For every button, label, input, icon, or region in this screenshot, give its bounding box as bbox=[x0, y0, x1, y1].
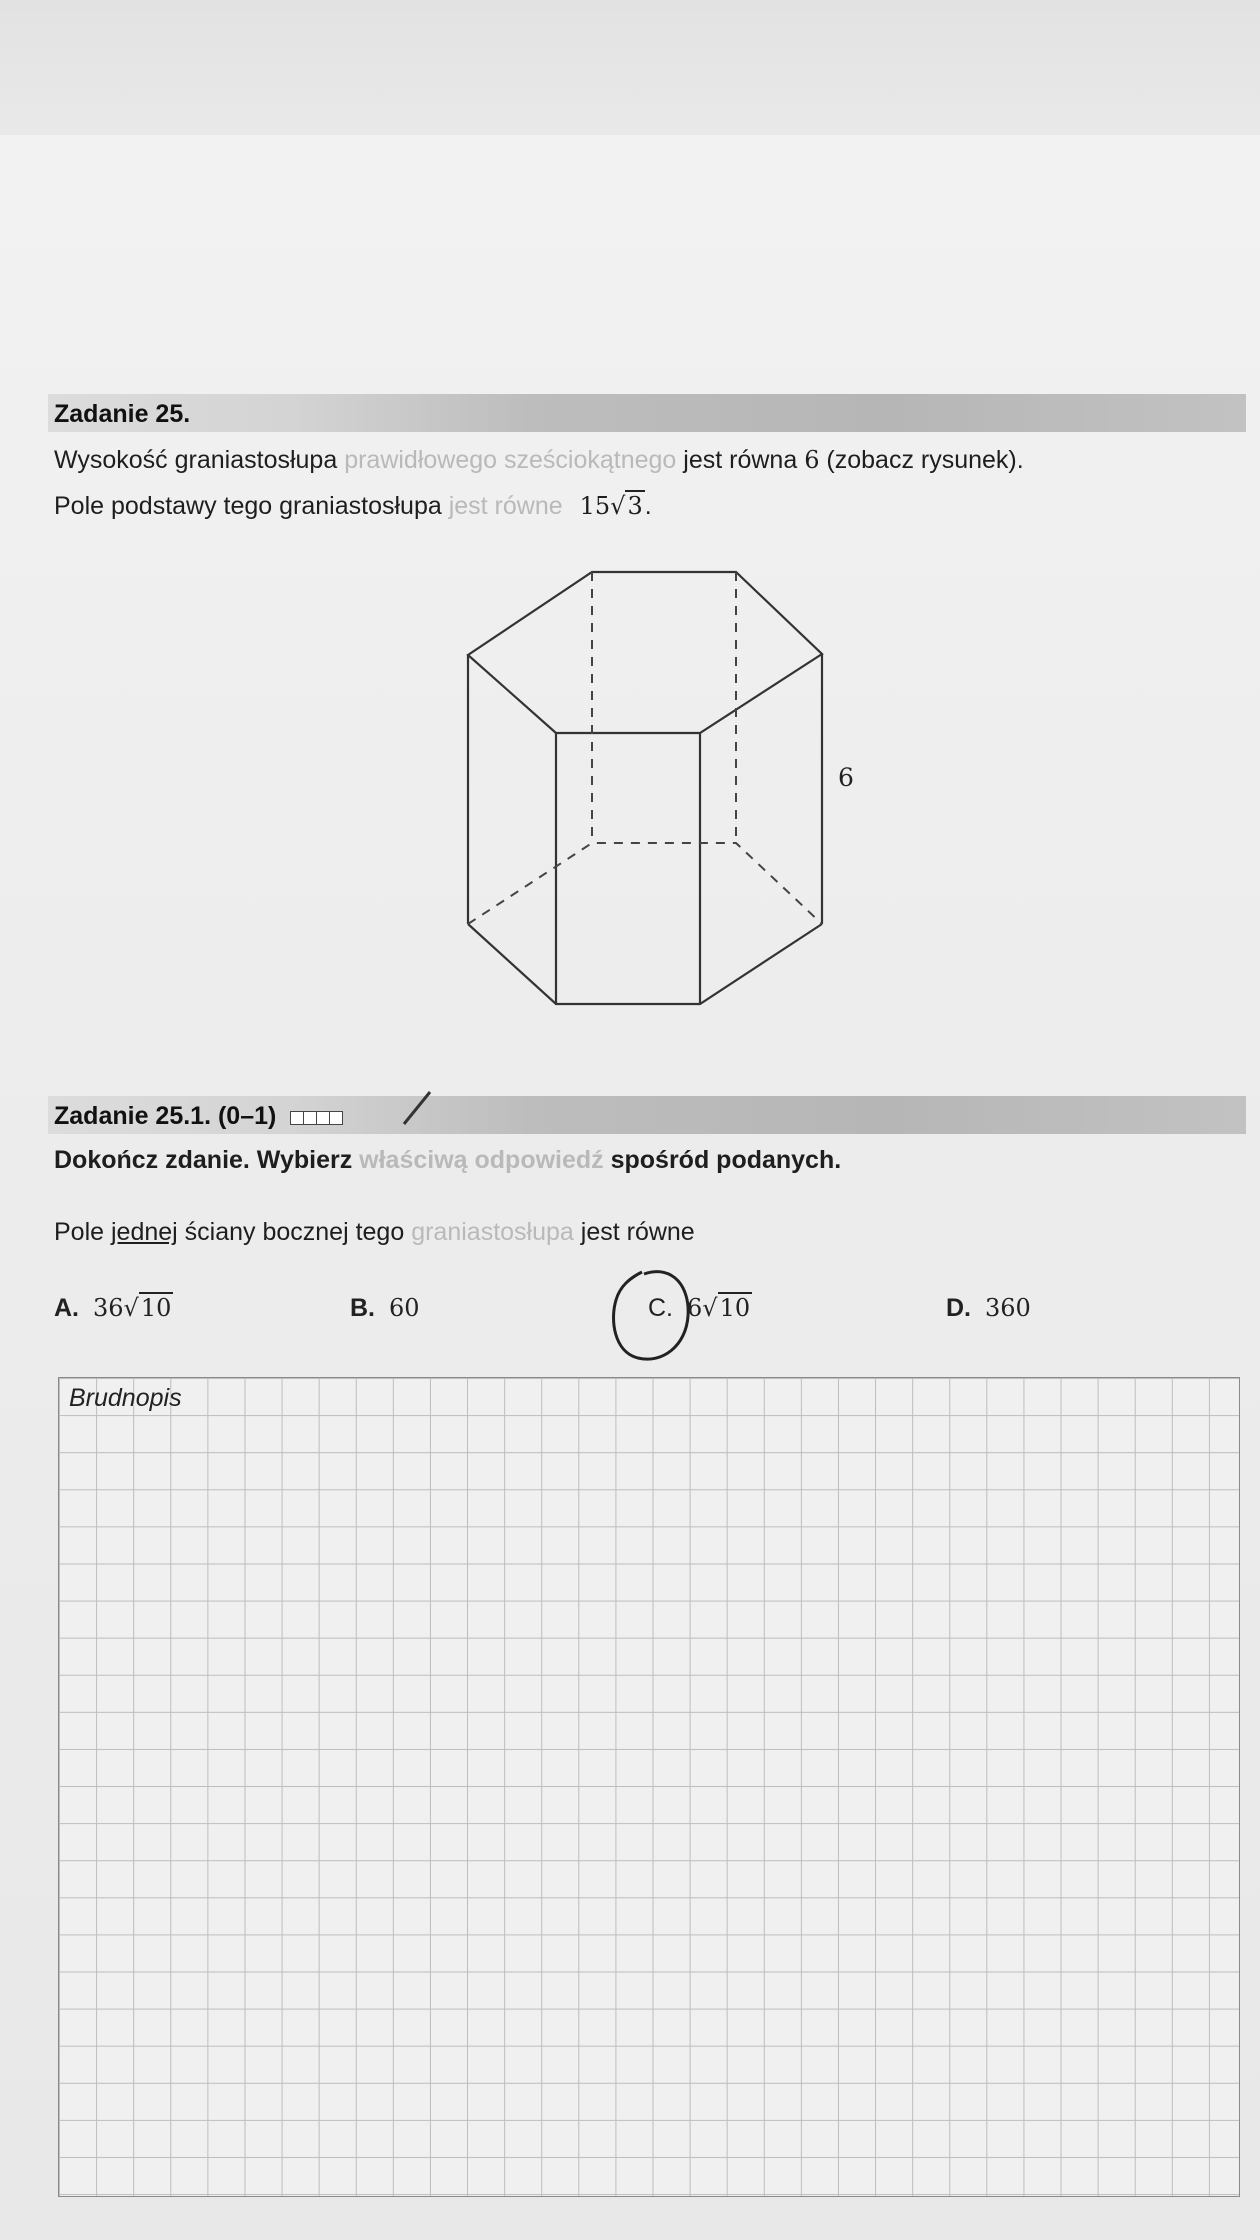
question-faded-text: graniastosłupa bbox=[411, 1218, 574, 1246]
scratchpad-label: Brudnopis bbox=[69, 1384, 182, 1412]
question-text: jest równe bbox=[573, 1218, 695, 1246]
answer-option-b[interactable] bbox=[350, 1294, 420, 1323]
statement-faded-text: jest równe bbox=[448, 492, 563, 520]
instruction-text: spośród podanych. bbox=[603, 1146, 842, 1174]
question-underlined-text: jednej bbox=[110, 1218, 178, 1246]
statement-text: Wysokość graniastosłupa bbox=[54, 446, 345, 474]
answer-coefficient: 36 bbox=[93, 1294, 124, 1322]
statement-text: Pole podstawy tego graniastosłupa bbox=[54, 492, 449, 520]
answer-option-d[interactable] bbox=[946, 1294, 1031, 1323]
answer-letter: A. bbox=[54, 1294, 79, 1322]
instruction-text: Dokończ zdanie. Wybierz bbox=[54, 1146, 360, 1174]
prism-solid-edges bbox=[468, 572, 822, 1004]
answer-coefficient: 6 bbox=[687, 1294, 703, 1322]
question-text: Pole bbox=[54, 1218, 111, 1246]
answer-value: 6√10 bbox=[687, 1294, 751, 1322]
answer-option-a[interactable] bbox=[54, 1294, 173, 1323]
answer-letter: B. bbox=[350, 1294, 375, 1322]
answer-value: 360 bbox=[985, 1294, 1031, 1322]
selection-circle-mark bbox=[604, 1258, 724, 1378]
question-text: ściany bocznej tego bbox=[177, 1218, 412, 1246]
question-line bbox=[54, 1218, 695, 1247]
subtask-header bbox=[48, 1096, 1246, 1134]
answer-radicand: 10 bbox=[140, 1294, 172, 1322]
statement-text: . bbox=[644, 492, 652, 520]
answer-value: 36√10 bbox=[93, 1294, 172, 1322]
pen-stroke-mark bbox=[400, 1088, 440, 1128]
subtask-instruction bbox=[54, 1146, 841, 1175]
answer-letter: D. bbox=[946, 1294, 971, 1322]
base-area-radicand: 3 bbox=[627, 492, 643, 520]
prism-hidden-edges bbox=[468, 572, 822, 924]
base-area-coefficient: 15 bbox=[579, 492, 611, 520]
statement-text: (zobacz rysunek). bbox=[819, 446, 1024, 474]
height-value: 6 bbox=[804, 446, 820, 474]
base-area-value: 15√3 bbox=[579, 492, 643, 520]
subtask-title bbox=[54, 1102, 342, 1132]
score-boxes bbox=[290, 1103, 342, 1132]
statement-text: jest równa bbox=[676, 446, 805, 474]
scratchpad-grid[interactable] bbox=[58, 1377, 1240, 2197]
subtask-title-text: Zadanie 25.1. (0–1) bbox=[54, 1102, 277, 1130]
height-label: 6 bbox=[838, 763, 854, 792]
answer-letter: C. bbox=[648, 1294, 673, 1322]
answer-radicand: 10 bbox=[719, 1294, 751, 1322]
instruction-faded-text: właściwą odpowiedź bbox=[359, 1146, 604, 1174]
statement-faded-text: prawidłowego sześciokątnego bbox=[344, 446, 677, 474]
task-title: Zadanie 25. bbox=[54, 400, 191, 428]
answer-value: 60 bbox=[389, 1294, 420, 1322]
